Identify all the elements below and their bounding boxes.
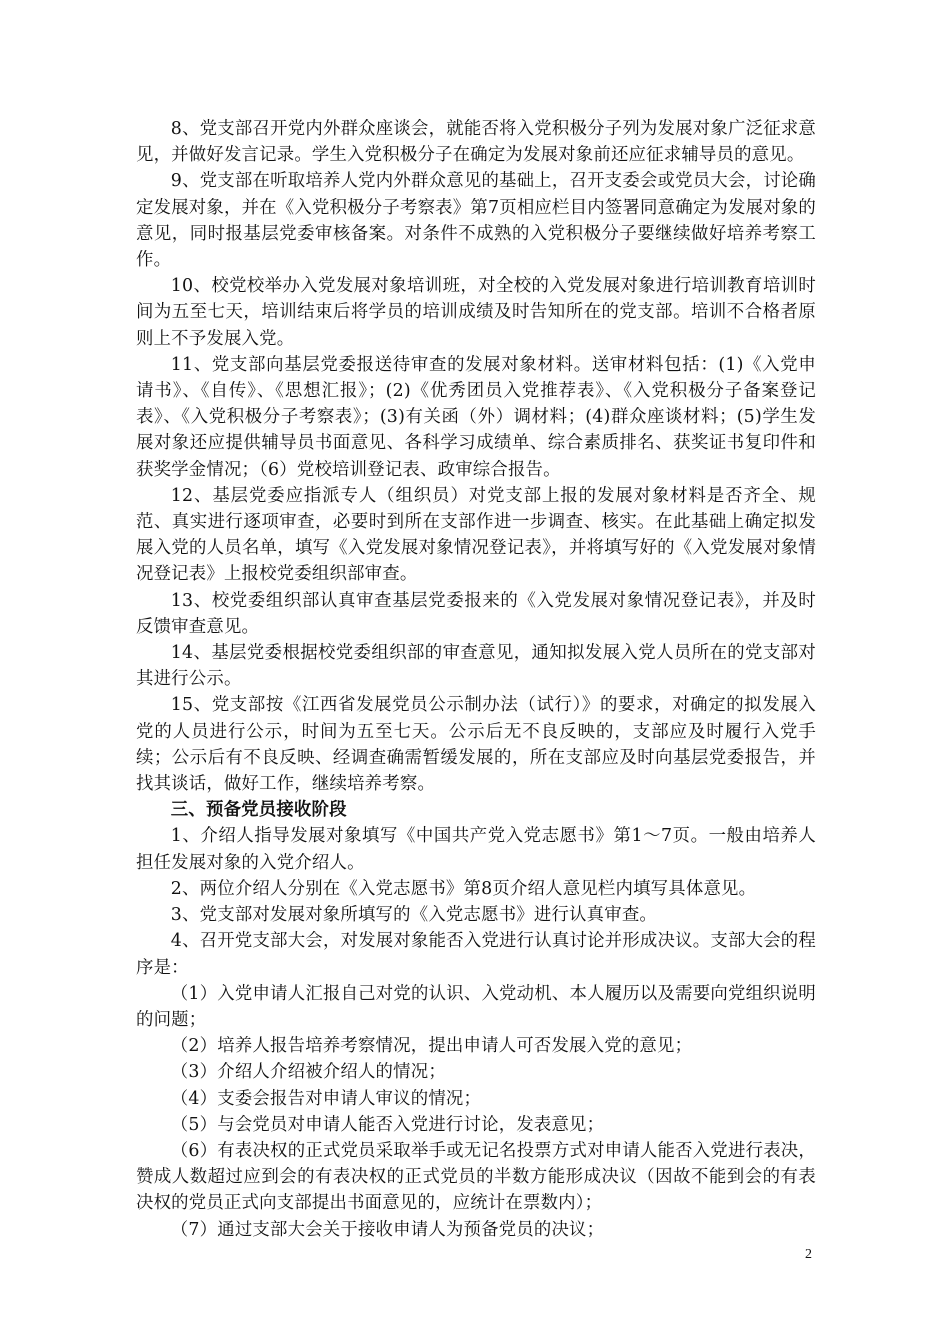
page-number: 2 — [805, 1247, 812, 1262]
stage3-item-4: 4、召开党支部大会，对发展对象能否入党进行认真讨论并形成决议。支部大会的程序是： — [136, 931, 816, 978]
procedure-step-1: （1）入党申请人汇报自己对党的认识、入党动机、本人履历以及需要向党组织说明的问题； — [136, 983, 816, 1030]
stage3-item-2: 2、两位介绍人分别在《入党志愿书》第8页介绍人意见栏内填写具体意见。 — [170, 878, 757, 899]
procedure-step-5: （5）与会党员对申请人能否入党进行讨论，发表意见； — [170, 1114, 605, 1135]
procedure-step-2: （2）培养人报告培养考察情况，提出申请人可否发展入党的意见； — [170, 1036, 693, 1057]
section-heading: 三、预备党员接收阶段 — [170, 800, 347, 821]
paragraph-item-15: 15、党支部按《江西省发展党员公示制办法（试行）》的要求，对确定的拟发展入党的人员进行公示，时间为五至七天。公示后无不良反映的，支部应及时履行入党手续；公示后有不良反映、经调查确需暂缓发展的，所在支部应及时向基层党委报告，并找其谈话，做好工作，继续培养考察。 — [136, 695, 816, 795]
procedure-step-3: （3）介绍人介绍被介绍人的情况； — [170, 1062, 446, 1083]
paragraph-item-11: 11、党支部向基层党委报送待审查的发展对象材料。送审材料包括：(1)《入党申请书》、《自传》、《思想汇报》；(2)《优秀团员入党推荐表》、《入党积极分子备案登记表》、《入党积极分子考察表》；(3)有关函（外）调材料；(4)群众座谈材料；(5)学生发展对象还应提供辅导员书面意见、各科学习成绩单、综合素质排名、获奖证书复印件和获奖学金情况；（6）党校培训登记表、政审综合报告。 — [136, 354, 816, 480]
paragraph-item-8: 8、党支部召开党内外群众座谈会，就能否将入党积极分子列为发展对象广泛征求意见，并做好发言记录。学生入党积极分子在确定为发展对象前还应征求辅导员的意见。 — [136, 119, 816, 166]
stage3-item-1: 1、介绍人指导发展对象填写《中国共产党入党志愿书》第1～7页。一般由培养人担任发展对象的入党介绍人。 — [136, 826, 816, 873]
stage3-item-3: 3、党支部对发展对象所填写的《入党志愿书》进行认真审查。 — [170, 905, 658, 926]
procedure-step-4: （4）支委会报告对申请人审议的情况； — [170, 1088, 482, 1109]
paragraph-item-10: 10、校党校举办入党发展对象培训班，对全校的入党发展对象进行培训教育培训时间为五至七天，培训结束后将学员的培训成绩及时告知所在的党支部。培训不合格者原则上不予发展入党。 — [136, 276, 816, 349]
paragraph-item-14: 14、基层党委根据校党委组织部的审查意见，通知拟发展入党人员所在的党支部对其进行公示。 — [136, 643, 816, 690]
procedure-step-6: （6）有表决权的正式党员采取举手或无记名投票方式对申请人能否入党进行表决，赞成人数超过应到会的有表决权的正式党员的半数方能形成决议（因故不能到会的有表决权的党员正式向支部提出书面意见的，应统计在票数内）； — [136, 1140, 816, 1214]
paragraph-item-13: 13、校党委组织部认真审查基层党委报来的《入党发展对象情况登记表》，并及时反馈审查意见。 — [136, 590, 816, 637]
procedure-step-7: （7）通过支部大会关于接收申请人为预备党员的决议； — [170, 1219, 605, 1240]
document-body — [136, 116, 816, 1243]
paragraph-item-12: 12、基层党委应指派专人（组织员）对党支部上报的发展对象材料是否齐全、规范、真实进行逐项审查，必要时到所在支部作进一步调查、核实。在此基础上确定拟发展入党的人员名单，填写《入党发展对象情况登记表》，并将填写好的《入党发展对象情况登记表》上报校党委组织部审查。 — [136, 485, 816, 585]
paragraph-item-9: 9、党支部在听取培养人党内外群众意见的基础上，召开支委会或党员大会，讨论确定发展对象，并在《入党积极分子考察表》第7页相应栏目内签署同意确定为发展对象的意见，同时报基层党委审核备案。对条件不成熟的入党积极分子要继续做好培养考察工作。 — [136, 171, 816, 271]
